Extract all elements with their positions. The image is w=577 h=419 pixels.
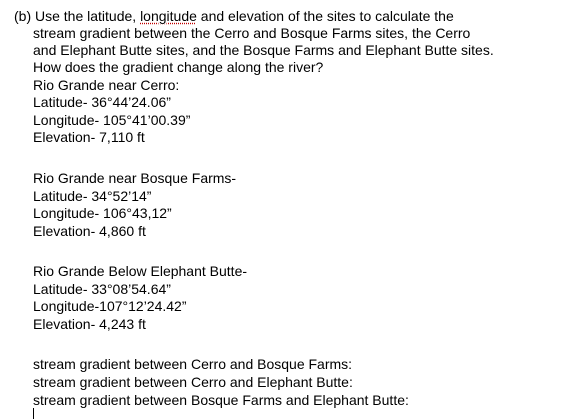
site-cerro-longitude: Longitude- 105°41’00.39” <box>33 112 191 128</box>
question-line-2: stream gradient between the Cerro and Bosque Farms sites, the Cerro <box>33 25 471 41</box>
site-bosque-farms-latitude: Latitude- 34°52’14” <box>33 188 152 204</box>
answer-cerro-elephant-butte[interactable]: stream gradient between Cerro and Elephant Butte: <box>33 374 353 390</box>
question-text-end: and elevation of the sites to calculate the <box>196 8 454 24</box>
text-cursor <box>33 408 34 419</box>
site-cerro-elevation: Elevation- 7,110 ft <box>33 129 145 145</box>
site-elephant-butte-latitude: Latitude- 33°08’54.64” <box>33 281 171 297</box>
question-line-1 <box>14 8 454 24</box>
site-bosque-farms-elevation: Elevation- 4,860 ft <box>33 223 146 239</box>
spellcheck-flagged-word[interactable]: longitude <box>140 8 197 24</box>
site-cerro-name: Rio Grande near Cerro: <box>33 77 180 93</box>
site-elephant-butte-name: Rio Grande Below Elephant Butte- <box>33 263 248 279</box>
site-bosque-farms-name: Rio Grande near Bosque Farms- <box>33 170 237 186</box>
site-bosque-farms-longitude: Longitude- 106°43,12” <box>33 205 172 221</box>
site-elephant-butte-longitude: Longitude-107°12’24.42” <box>33 298 187 314</box>
question-line-4: How does the gradient change along the river? <box>33 59 324 75</box>
site-elephant-butte-elevation: Elevation- 4,243 ft <box>33 316 146 332</box>
question-line-3: and Elephant Butte sites, and the Bosque Farms and Elephant Butte sites. <box>33 42 494 58</box>
answer-bosque-elephant-butte[interactable]: stream gradient between Bosque Farms and Elephant Butte: <box>33 392 409 408</box>
site-cerro-latitude: Latitude- 36°44’24.06” <box>33 94 171 110</box>
question-text-start: (b) Use the latitude, <box>14 8 141 24</box>
answer-cerro-bosque[interactable]: stream gradient between Cerro and Bosque Farms: <box>33 356 353 372</box>
